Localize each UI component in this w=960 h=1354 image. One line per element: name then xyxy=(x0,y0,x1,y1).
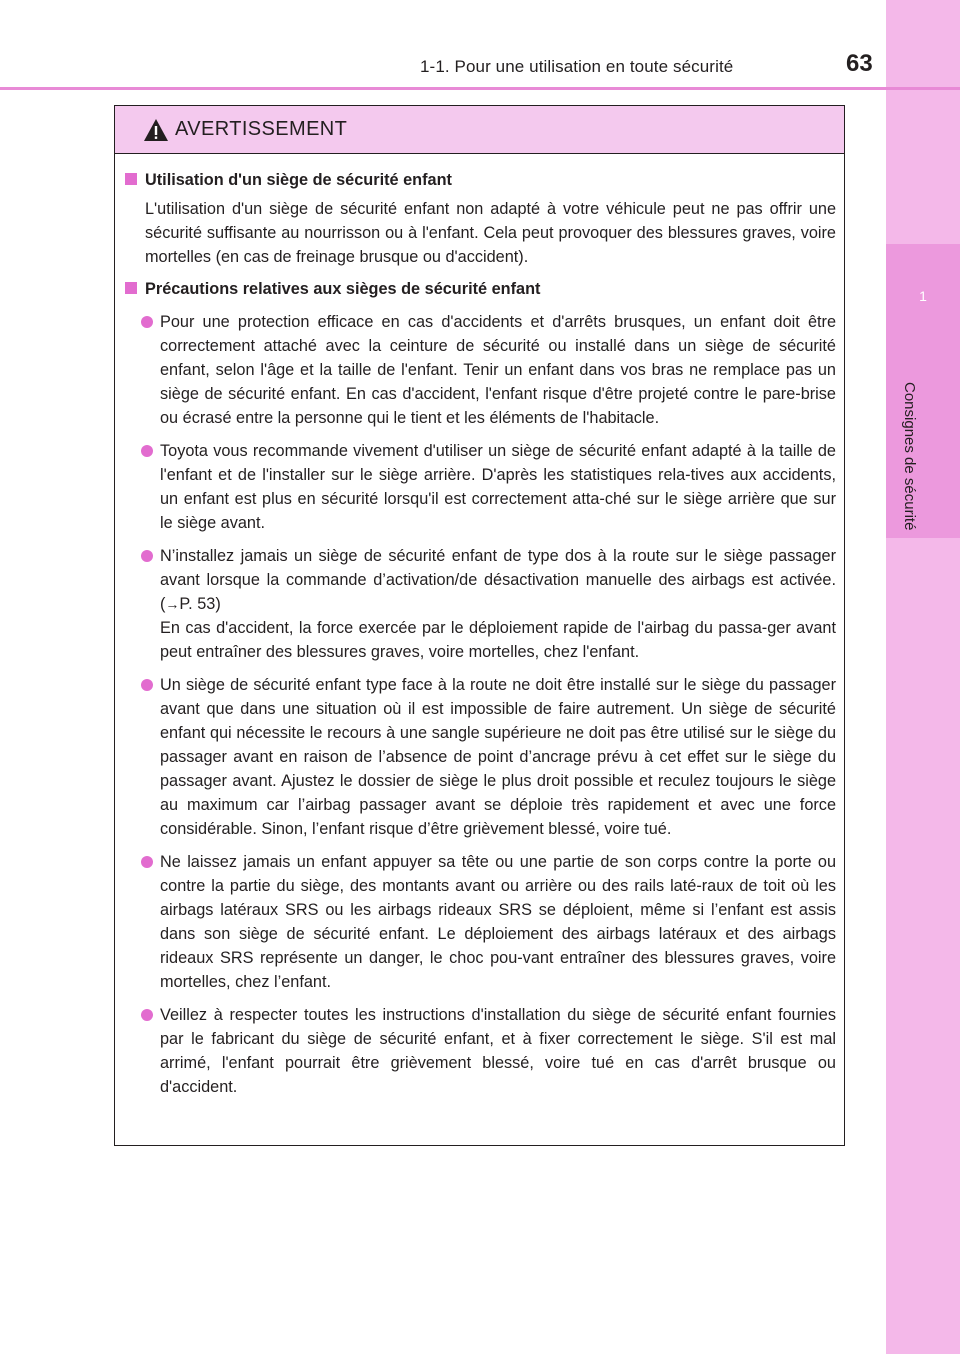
warning-title: AVERTISSEMENT xyxy=(175,118,348,140)
list-item-text: Veillez à respecter toutes les instructions d'installation du siège de sécurité enfant fournies par le fabricant du siège de sécurité enfant, et à fixer correctement le siège. S'il est mal arrimé, l'enfant pourrait être grièvement blessé, voire tué en cas d'arrêt brusque ou d'accident. xyxy=(160,1006,836,1096)
circle-bullet-icon xyxy=(141,1009,153,1021)
circle-bullet-icon xyxy=(141,316,153,328)
warning-body xyxy=(115,154,844,1099)
airbag-bullet-text: N’installez jamais un siège de sécurité enfant de type dos à la route sur le siège passager avant lorsque la commande d’activation/de désactivation manuelle des airbags est activée. ( xyxy=(160,547,836,613)
section-paragraph: L'utilisation d'un siège de sécurité enfant non adapté à votre véhicule peut ne pas offrir une sécurité suffisante au nourrisson ou à l'enfant. Cela peut provoquer des blessures graves, voire mortelles (en cas de freinage brusque ou d'accident). xyxy=(145,200,836,266)
warning-header xyxy=(115,106,844,154)
side-tab xyxy=(886,0,960,1354)
list-item xyxy=(141,1003,836,1099)
list-item-text: Ne laissez jamais un enfant appuyer sa tête ou une partie de son corps contre la porte ou contre la partie du siège, des montants avant ou arrière ou des rails laté-raux de toit où les airbags latéraux SRS ou les airbags rideaux SRS se déploient, même si l’enfant est assis dans son siège de sécurité enfant. Le déploiement des airbags latéraux et des airbags rideaux SRS représente un danger, le choc pou-vant entraîner des blessures graves, voire mortelles, chez l’enfant. xyxy=(160,853,836,991)
circle-bullet-icon xyxy=(141,679,153,691)
list-item-text: Un siège de sécurité enfant type face à la route ne doit être installé sur le siège du passager avant que dans une situation où il est impossible de faire autrement. Un siège de sécurité enfant qui nécessite le recours à une sangle supérieure ne doit pas être utilisé sur le siège du passager avant en raison de l’absence de point d’ancrage prévu à cet effet sur le siège du passager avant. Ajustez le dossier de siège le plus droit possible et reculez toujours le siège au maximum car l’airbag passager avant se déploie très rapidement et avec une force considérable. Sinon, l’enfant risque d’être grièvement blessé, voire tué. xyxy=(160,676,836,838)
airbag-bullet-continuation: En cas d'accident, la force exercée par le déploiement rapide de l'airbag du passa-ger avant peut entraîner des blessures graves, voire mortelles, chez l'enfant. xyxy=(160,619,836,661)
header-rule xyxy=(0,87,960,90)
square-bullet-icon xyxy=(125,282,137,294)
list-item xyxy=(141,850,836,994)
circle-bullet-icon xyxy=(141,550,153,562)
section-heading-text: Précautions relatives aux sièges de sécurité enfant xyxy=(145,280,541,298)
list-item xyxy=(141,310,836,430)
section-heading-text: Utilisation d'un siège de sécurité enfant xyxy=(145,171,452,189)
page-number: 63 xyxy=(846,50,873,77)
section-heading xyxy=(125,277,836,301)
list-item-text xyxy=(160,544,836,664)
page-reference-link[interactable]: P. 53) xyxy=(179,595,221,613)
circle-bullet-icon xyxy=(141,445,153,457)
list-item-text: Pour une protection efficace en cas d'accidents et d'arrêts brusques, un enfant doit être correctement attaché avec la ceinture de sécurité ou installé dans un siège de sécurité enfant, selon l'âge et la taille de l'enfant. Tenir un enfant dans vos bras ne remplace pas un siège de sécurité enfant. En cas d'accident, l'enfant risque d'être projeté contre le pare-brise ou écrasé entre la personne qui le tient et les éléments de l'habitacle. xyxy=(160,313,836,427)
list-item xyxy=(141,673,836,841)
arrow-icon: → xyxy=(165,596,180,612)
circle-bullet-icon xyxy=(141,856,153,868)
warning-box xyxy=(114,105,845,1146)
section-title: 1-1. Pour une utilisation en toute sécurité xyxy=(420,57,734,76)
side-chapter-number: 1 xyxy=(919,288,927,304)
list-item xyxy=(141,544,836,664)
section-heading xyxy=(125,168,836,192)
warning-triangle-icon xyxy=(143,118,169,142)
square-bullet-icon xyxy=(125,173,137,185)
list-item-text: Toyota vous recommande vivement d'utiliser un siège de sécurité enfant adapté à la taille de l'enfant et de l'installer sur le siège arrière. D'après les statistiques rela-tives aux accidents, un enfant est plus en sécurité lorsqu'il est correctement atta-ché sur le siège arrière que sur le siège avant. xyxy=(160,442,836,532)
list-item xyxy=(141,439,836,535)
side-chapter-label: Consignes de sécurité xyxy=(901,381,918,530)
